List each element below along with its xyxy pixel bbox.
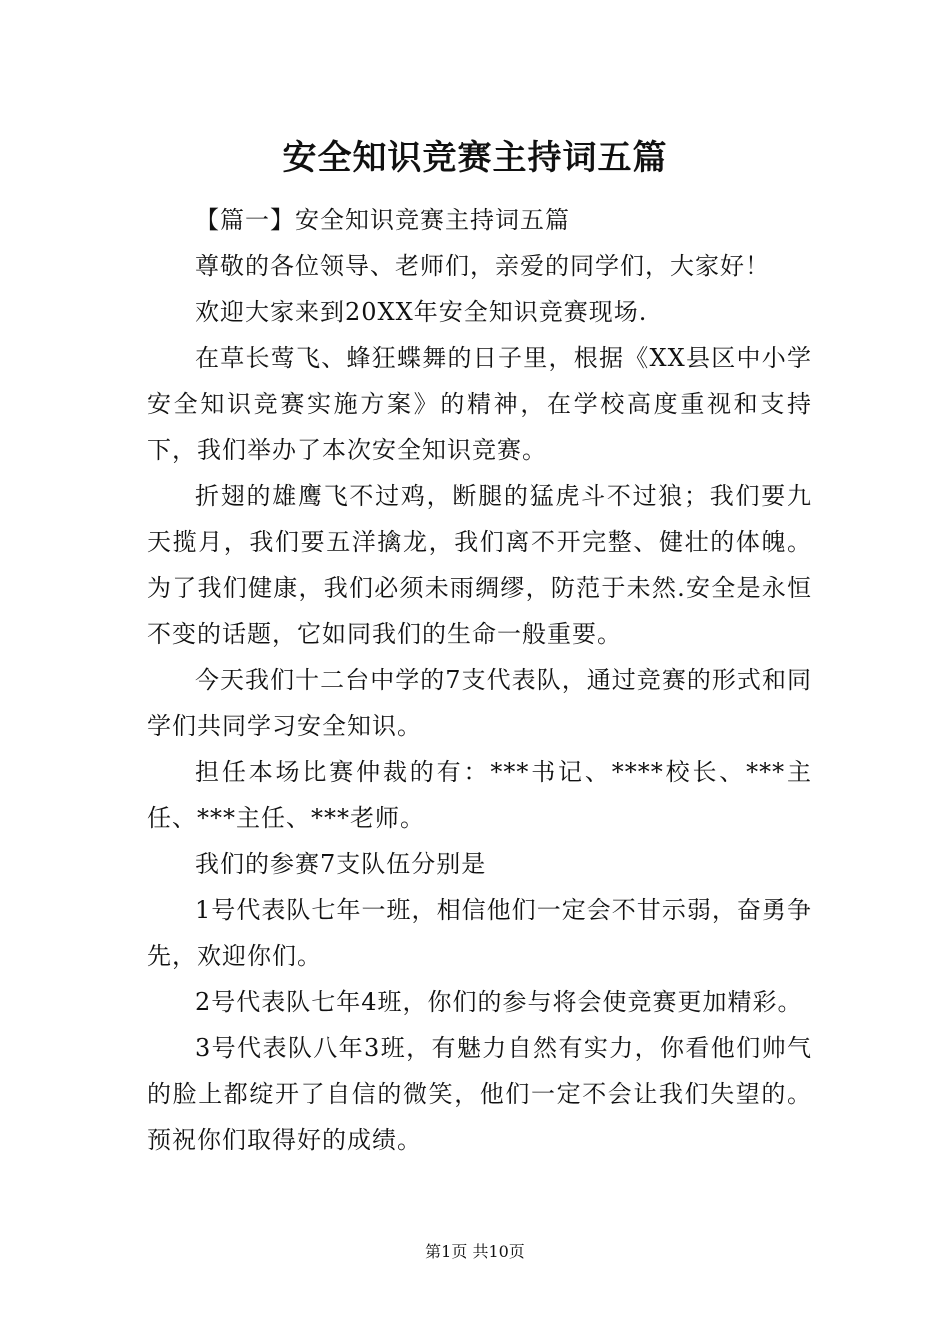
paragraph-judges: 担任本场比赛仲裁的有：***书记、****校长、***主任、***主任、***老师。	[147, 758, 812, 832]
paragraph-intro: 在草长莺飞、蜂狂蝶舞的日子里，根据《XX县区中小学安全知识竞赛实施方案》的精神，在学校高度重视和支持下，我们举办了本次安全知识竞赛。	[147, 344, 812, 464]
page-number-footer: 第1页 共10页	[425, 1242, 525, 1261]
document-title: 安全知识竞赛主持词五篇	[282, 138, 668, 178]
document-body	[147, 197, 812, 1163]
paragraph-team-2: 2号代表队七年4班，你们的参与将会使竞赛更加精彩。	[195, 988, 803, 1016]
section-heading: 【篇一】安全知识竞赛主持词五篇	[195, 206, 570, 234]
paragraph-team-list-heading: 我们的参赛7支队伍分别是	[195, 850, 487, 878]
paragraph-team-1: 1号代表队七年一班，相信他们一定会不甘示弱，奋勇争先，欢迎你们。	[147, 896, 812, 970]
paragraph-safety: 折翅的雄鹰飞不过鸡，断腿的猛虎斗不过狼；我们要九天揽月，我们要五洋擒龙，我们离不开完整、健壮的体魄。为了我们健康，我们必须未雨绸缪，防范于未然.安全是永恒不变的话题，它如同我们的生命一般重要。	[147, 482, 812, 648]
paragraph-greeting: 尊敬的各位领导、老师们，亲爱的同学们，大家好！	[195, 252, 770, 280]
paragraph-teams-intro: 今天我们十二台中学的7支代表队，通过竞赛的形式和同学们共同学习安全知识。	[147, 666, 812, 740]
paragraph-team-3: 3号代表队八年3班，有魅力自然有实力，你看他们帅气的脸上都绽开了自信的微笑，他们一定不会让我们失望的。预祝你们取得好的成绩。	[147, 1034, 812, 1154]
paragraph-welcome: 欢迎大家来到20XX年安全知识竞赛现场.	[195, 298, 648, 326]
